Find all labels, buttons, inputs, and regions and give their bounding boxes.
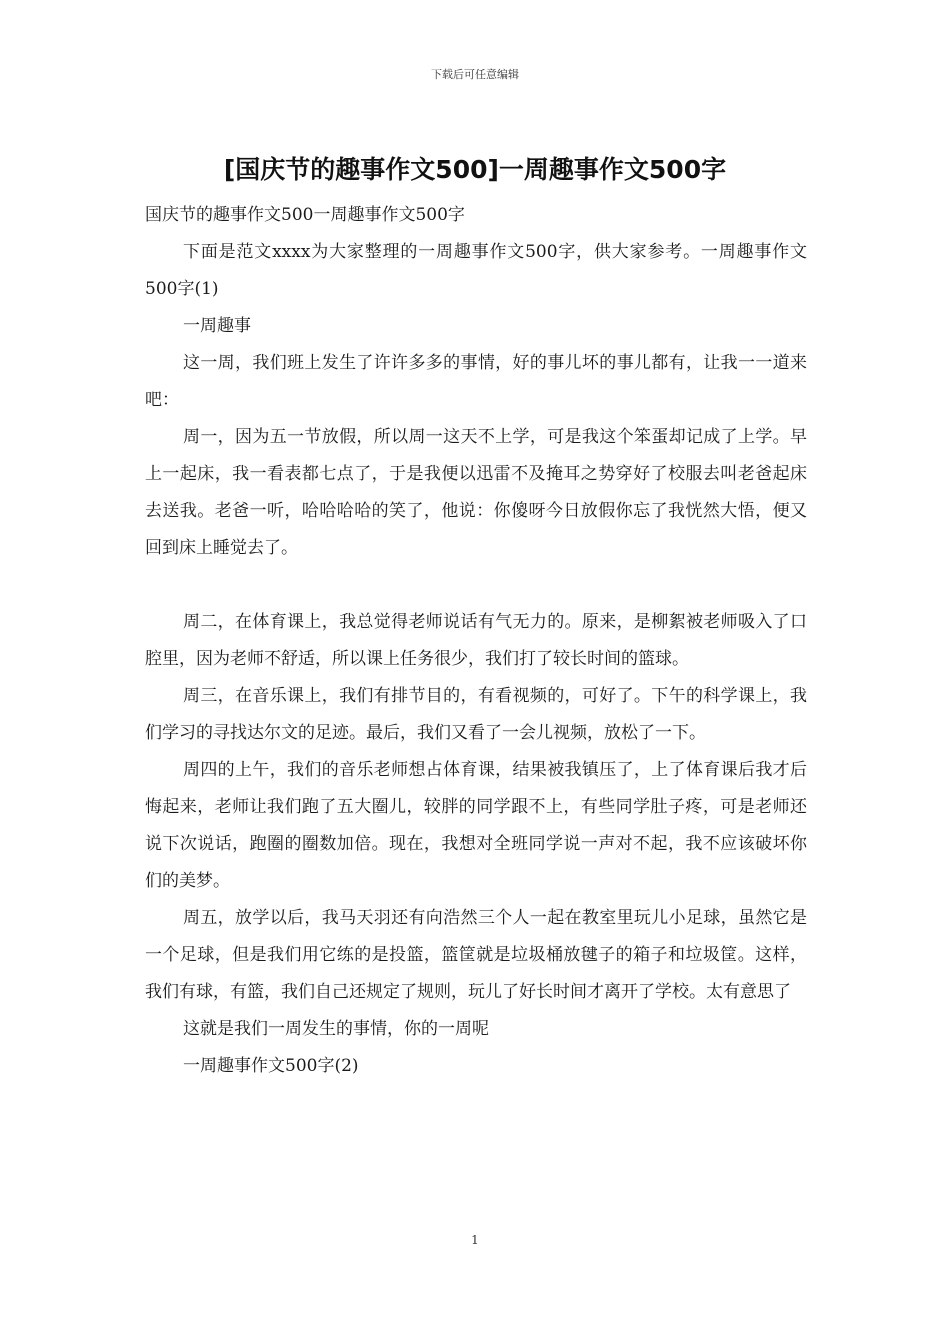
document-subtitle: 国庆节的趣事作文500一周趣事作文500字 (145, 205, 465, 225)
paragraph-monday: 周一，因为五一节放假，所以周一这天不上学，可是我这个笨蛋却记成了上学。早上一起床，我一看表都七点了，于是我便以迅雷不及掩耳之势穿好了校服去叫老爸起床去送我。老爸一听，哈哈哈哈的笑了，他说：你傻呀今日放假你忘了我恍然大悟，便又回到床上睡觉去了。 (145, 427, 807, 558)
paragraph-opening: 这一周，我们班上发生了许许多多的事情，好的事儿坏的事儿都有，让我一一道来吧： (145, 353, 807, 410)
paragraph-tuesday: 周二，在体育课上，我总觉得老师说话有气无力的。原来，是柳絮被老师吸入了口腔里，因为老师不舒适，所以课上任务很少，我们打了较长时间的篮球。 (145, 612, 807, 669)
blank-line (145, 567, 807, 604)
page-number: 1 (471, 1233, 479, 1247)
section-heading-1: 一周趣事 (183, 316, 251, 336)
paragraph-wednesday: 周三，在音乐课上，我们有排节目的，有看视频的，可好了。下午的科学课上，我们学习的寻找达尔文的足迹。最后，我们又看了一会儿视频，放松了一下。 (145, 686, 807, 743)
paragraph-thursday: 周四的上午，我们的音乐老师想占体育课，结果被我镇压了，上了体育课后我才后悔起来，老师让我们跑了五大圈儿，较胖的同学跟不上，有些同学肚子疼，可是老师还说下次说话，跑圈的圈数加倍。现在，我想对全班同学说一声对不起，我不应该破坏你们的美梦。 (145, 760, 807, 891)
paragraph-friday: 周五，放学以后，我马天羽还有向浩然三个人一起在教室里玩儿小足球，虽然它是一个足球，但是我们用它练的是投篮，篮筐就是垃圾桶放毽子的箱子和垃圾筐。这样，我们有球，有篮，我们自己还规定了规则，玩儿了好长时间才离开了学校。太有意思了 (145, 908, 807, 1002)
paragraph-intro: 下面是范文xxxx为大家整理的一周趣事作文500字，供大家参考。一周趣事作文500字(1) (145, 242, 807, 299)
paragraph-closing: 这就是我们一周发生的事情，你的一周呢 (183, 1019, 489, 1039)
document-title: [国庆节的趣事作文500]一周趣事作文500字 (223, 155, 727, 184)
page-header-note: 下载后可任意编辑 (431, 68, 519, 81)
section-heading-2: 一周趣事作文500字(2) (183, 1056, 359, 1076)
document-body (145, 197, 807, 1085)
